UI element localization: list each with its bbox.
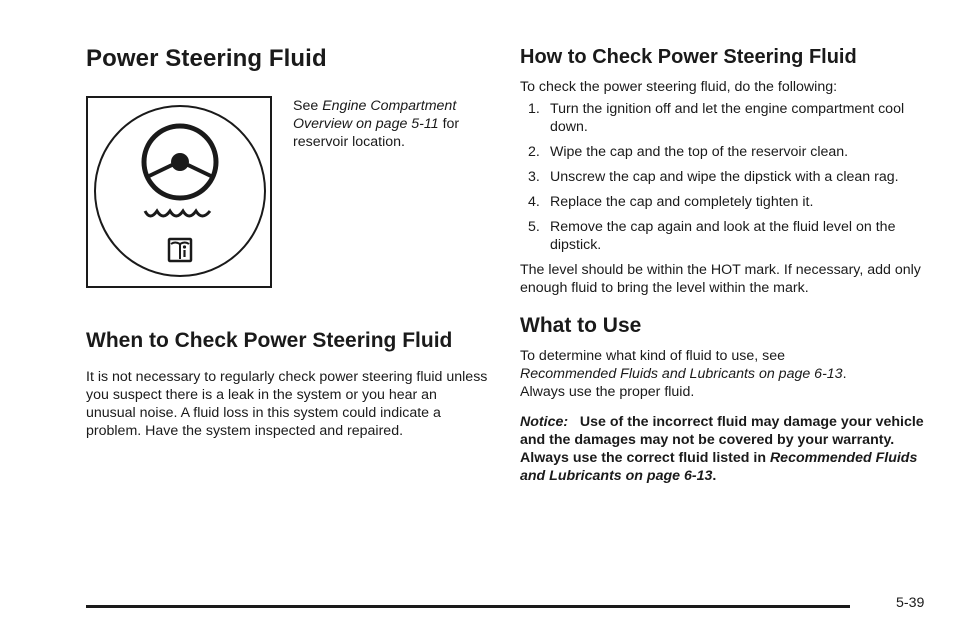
notice-period: .: [712, 468, 717, 484]
what-to-use-body: [520, 347, 930, 401]
step-number: 1.: [528, 101, 540, 117]
engine-compartment-link[interactable]: Engine Compartment Overview on page 5-11: [293, 98, 457, 132]
notice-label: Notice:: [520, 414, 569, 430]
power-steering-fluid-symbol-icon: [88, 98, 274, 290]
step-number: 4.: [528, 194, 540, 210]
see-reference: [293, 97, 493, 151]
section-title: Power Steering Fluid: [86, 45, 327, 72]
power-steering-symbol-box: [86, 96, 272, 288]
step-number: 2.: [528, 144, 540, 160]
footer-rule: [86, 605, 850, 608]
recommended-fluids-link[interactable]: Recommended Fluids and Lubricants on page 6-13: [520, 366, 843, 382]
list-item: [520, 193, 930, 211]
list-item: [520, 143, 930, 161]
link-period: .: [842, 366, 847, 382]
step-text: Wipe the cap and the top of the reservoir clean.: [550, 144, 849, 160]
notice-block: [520, 413, 930, 485]
notice-reference-link[interactable]: Recommended Fluids and Lubricants on page 6-13: [520, 450, 918, 484]
what-to-use-intro: To determine what kind of fluid to use, see: [520, 348, 785, 364]
step-number: 5.: [528, 219, 540, 235]
level-note: The level should be within the HOT mark. If necessary, add only enough fluid to bring the level within the mark.: [520, 262, 921, 296]
symbol-figure-row: [86, 96, 490, 290]
when-to-check-heading: When to Check Power Steering Fluid: [86, 329, 453, 352]
when-to-check-body: It is not necessary to regularly check power steering fluid unless you suspect there is a leak in the system or you hear an unusual noise. A fluid loss in this system could indicate a problem. Have the system inspected and repaired.: [86, 369, 488, 439]
list-item: [520, 218, 930, 254]
list-item: [520, 168, 930, 186]
right-column: [520, 44, 930, 485]
what-to-use-heading: What to Use: [520, 314, 642, 337]
see-prefix: See: [293, 98, 319, 114]
owner-manual-icon: [169, 239, 191, 261]
check-steps-list: [520, 100, 930, 254]
how-to-check-heading: How to Check Power Steering Fluid: [520, 46, 857, 68]
left-column: [86, 44, 490, 440]
list-item: [520, 100, 930, 136]
how-to-check-intro: To check the power steering fluid, do the following:: [520, 79, 838, 95]
page-number: 5-39: [896, 595, 925, 611]
step-text: Remove the cap again and look at the fluid level on the dipstick.: [550, 219, 896, 253]
step-text: Unscrew the cap and wipe the dipstick with a clean rag.: [550, 169, 899, 185]
what-to-use-after: Always use the proper fluid.: [520, 384, 695, 400]
notice-text: Use of the incorrect fluid may damage your vehicle and the damages may not be covered by your warranty. Always use the correct fluid listed in: [520, 414, 924, 466]
see-suffix: for reservoir location.: [293, 116, 460, 150]
step-text: Replace the cap and completely tighten it.: [550, 194, 814, 210]
step-text: Turn the ignition off and let the engine compartment cool down.: [550, 101, 905, 135]
step-number: 3.: [528, 169, 540, 185]
